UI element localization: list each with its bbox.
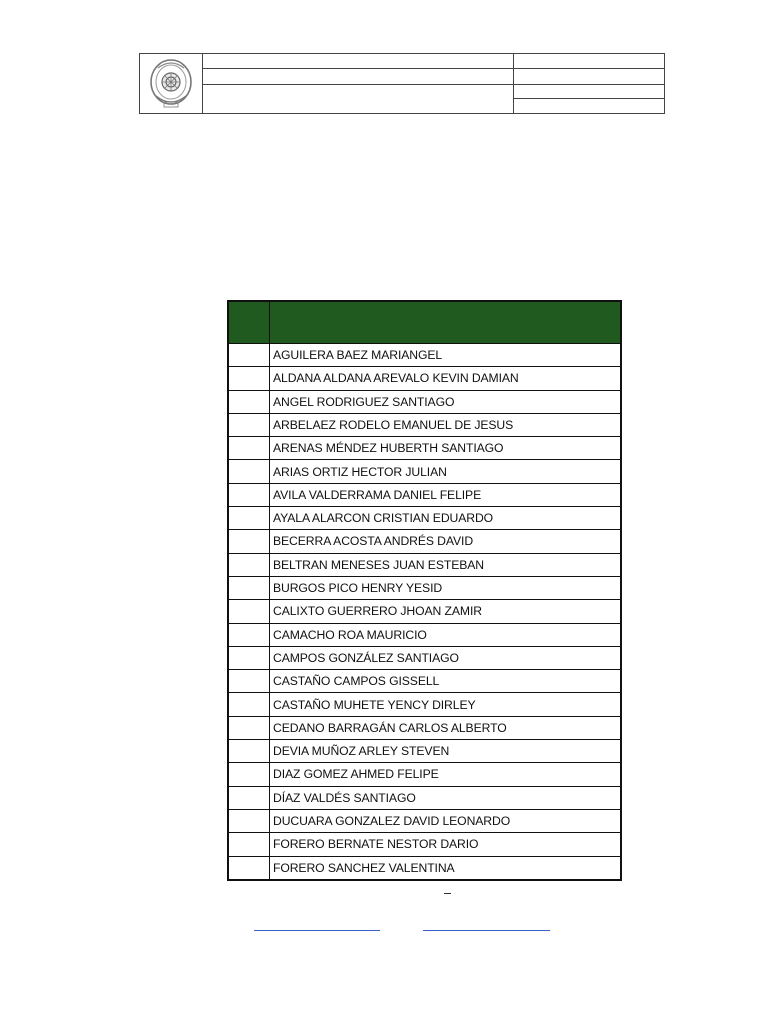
student-name-cell: CAMPOS GONZÁLEZ SANTIAGO — [270, 646, 622, 669]
row-number-cell — [228, 623, 270, 646]
table-row — [228, 483, 621, 506]
table-row — [228, 763, 621, 786]
row-number-cell — [228, 530, 270, 553]
student-list-table — [227, 300, 622, 881]
student-name-cell: ALDANA ALDANA AREVALO KEVIN DAMIAN — [270, 367, 622, 390]
row-number-cell — [228, 693, 270, 716]
student-name-cell: AVILA VALDERRAMA DANIEL FELIPE — [270, 483, 622, 506]
table-row — [228, 344, 621, 367]
row-number-cell — [228, 670, 270, 693]
table-header-name-cell — [270, 301, 622, 344]
footer-link-underline[interactable] — [423, 930, 550, 931]
student-name-cell: CAMACHO ROA MAURICIO — [270, 623, 622, 646]
student-name-cell: FORERO SANCHEZ VALENTINA — [270, 856, 622, 880]
table-row — [228, 390, 621, 413]
student-name-cell: BURGOS PICO HENRY YESID — [270, 576, 622, 599]
table-row — [228, 600, 621, 623]
row-number-cell — [228, 763, 270, 786]
student-name-cell: ANGEL RODRIGUEZ SANTIAGO — [270, 390, 622, 413]
table-row — [228, 809, 621, 832]
row-number-cell — [228, 553, 270, 576]
student-name-cell: BELTRAN MENESES JUAN ESTEBAN — [270, 553, 622, 576]
row-number-cell — [228, 576, 270, 599]
row-number-cell — [228, 856, 270, 880]
student-name-cell: DIAZ GOMEZ AHMED FELIPE — [270, 763, 622, 786]
header-divider — [203, 68, 664, 69]
table-row — [228, 460, 621, 483]
row-number-cell — [228, 413, 270, 436]
table-header-row — [228, 301, 621, 344]
student-name-cell: DÍAZ VALDÉS SANTIAGO — [270, 786, 622, 809]
table-row — [228, 437, 621, 460]
row-number-cell — [228, 809, 270, 832]
row-number-cell — [228, 344, 270, 367]
table-row — [228, 786, 621, 809]
table-row — [228, 740, 621, 763]
row-number-cell — [228, 600, 270, 623]
table-row — [228, 646, 621, 669]
student-name-cell: AYALA ALARCON CRISTIAN EDUARDO — [270, 507, 622, 530]
student-name-cell: CASTAÑO MUHETE YENCY DIRLEY — [270, 693, 622, 716]
table-row — [228, 553, 621, 576]
row-number-cell — [228, 390, 270, 413]
document-header-table — [139, 53, 665, 114]
table-body — [228, 344, 621, 880]
student-name-cell: CEDANO BARRAGÁN CARLOS ALBERTO — [270, 716, 622, 739]
row-number-cell — [228, 367, 270, 390]
student-name-cell: BECERRA ACOSTA ANDRÉS DAVID — [270, 530, 622, 553]
table-row — [228, 507, 621, 530]
table-row — [228, 367, 621, 390]
student-name-cell: DUCUARA GONZALEZ DAVID LEONARDO — [270, 809, 622, 832]
table-row — [228, 856, 621, 880]
table-row — [228, 716, 621, 739]
row-number-cell — [228, 483, 270, 506]
table-row — [228, 623, 621, 646]
student-name-cell: ARENAS MÉNDEZ HUBERTH SANTIAGO — [270, 437, 622, 460]
row-number-cell — [228, 716, 270, 739]
table-header-number-cell — [228, 301, 270, 344]
student-name-cell: CALIXTO GUERRERO JHOAN ZAMIR — [270, 600, 622, 623]
row-number-cell — [228, 833, 270, 856]
row-number-cell — [228, 507, 270, 530]
table-row — [228, 693, 621, 716]
student-name-cell: ARBELAEZ RODELO EMANUEL DE JESUS — [270, 413, 622, 436]
row-number-cell — [228, 646, 270, 669]
student-name-cell: AGUILERA BAEZ MARIANGEL — [270, 344, 622, 367]
student-name-cell: DEVIA MUÑOZ ARLEY STEVEN — [270, 740, 622, 763]
table-row — [228, 530, 621, 553]
table-row — [228, 413, 621, 436]
student-name-cell: ARIAS ORTIZ HECTOR JULIAN — [270, 460, 622, 483]
university-seal-logo — [148, 56, 194, 112]
logo-cell — [140, 54, 203, 113]
footer-link-underline[interactable] — [254, 930, 380, 931]
student-name-cell: CASTAÑO CAMPOS GISSELL — [270, 670, 622, 693]
row-number-cell — [228, 460, 270, 483]
header-divider — [513, 98, 664, 99]
student-name-cell: FORERO BERNATE NESTOR DARIO — [270, 833, 622, 856]
footer-dash — [444, 893, 451, 894]
table-row — [228, 576, 621, 599]
row-number-cell — [228, 786, 270, 809]
row-number-cell — [228, 740, 270, 763]
row-number-cell — [228, 437, 270, 460]
header-divider — [203, 84, 664, 85]
table-row — [228, 670, 621, 693]
table-row — [228, 833, 621, 856]
